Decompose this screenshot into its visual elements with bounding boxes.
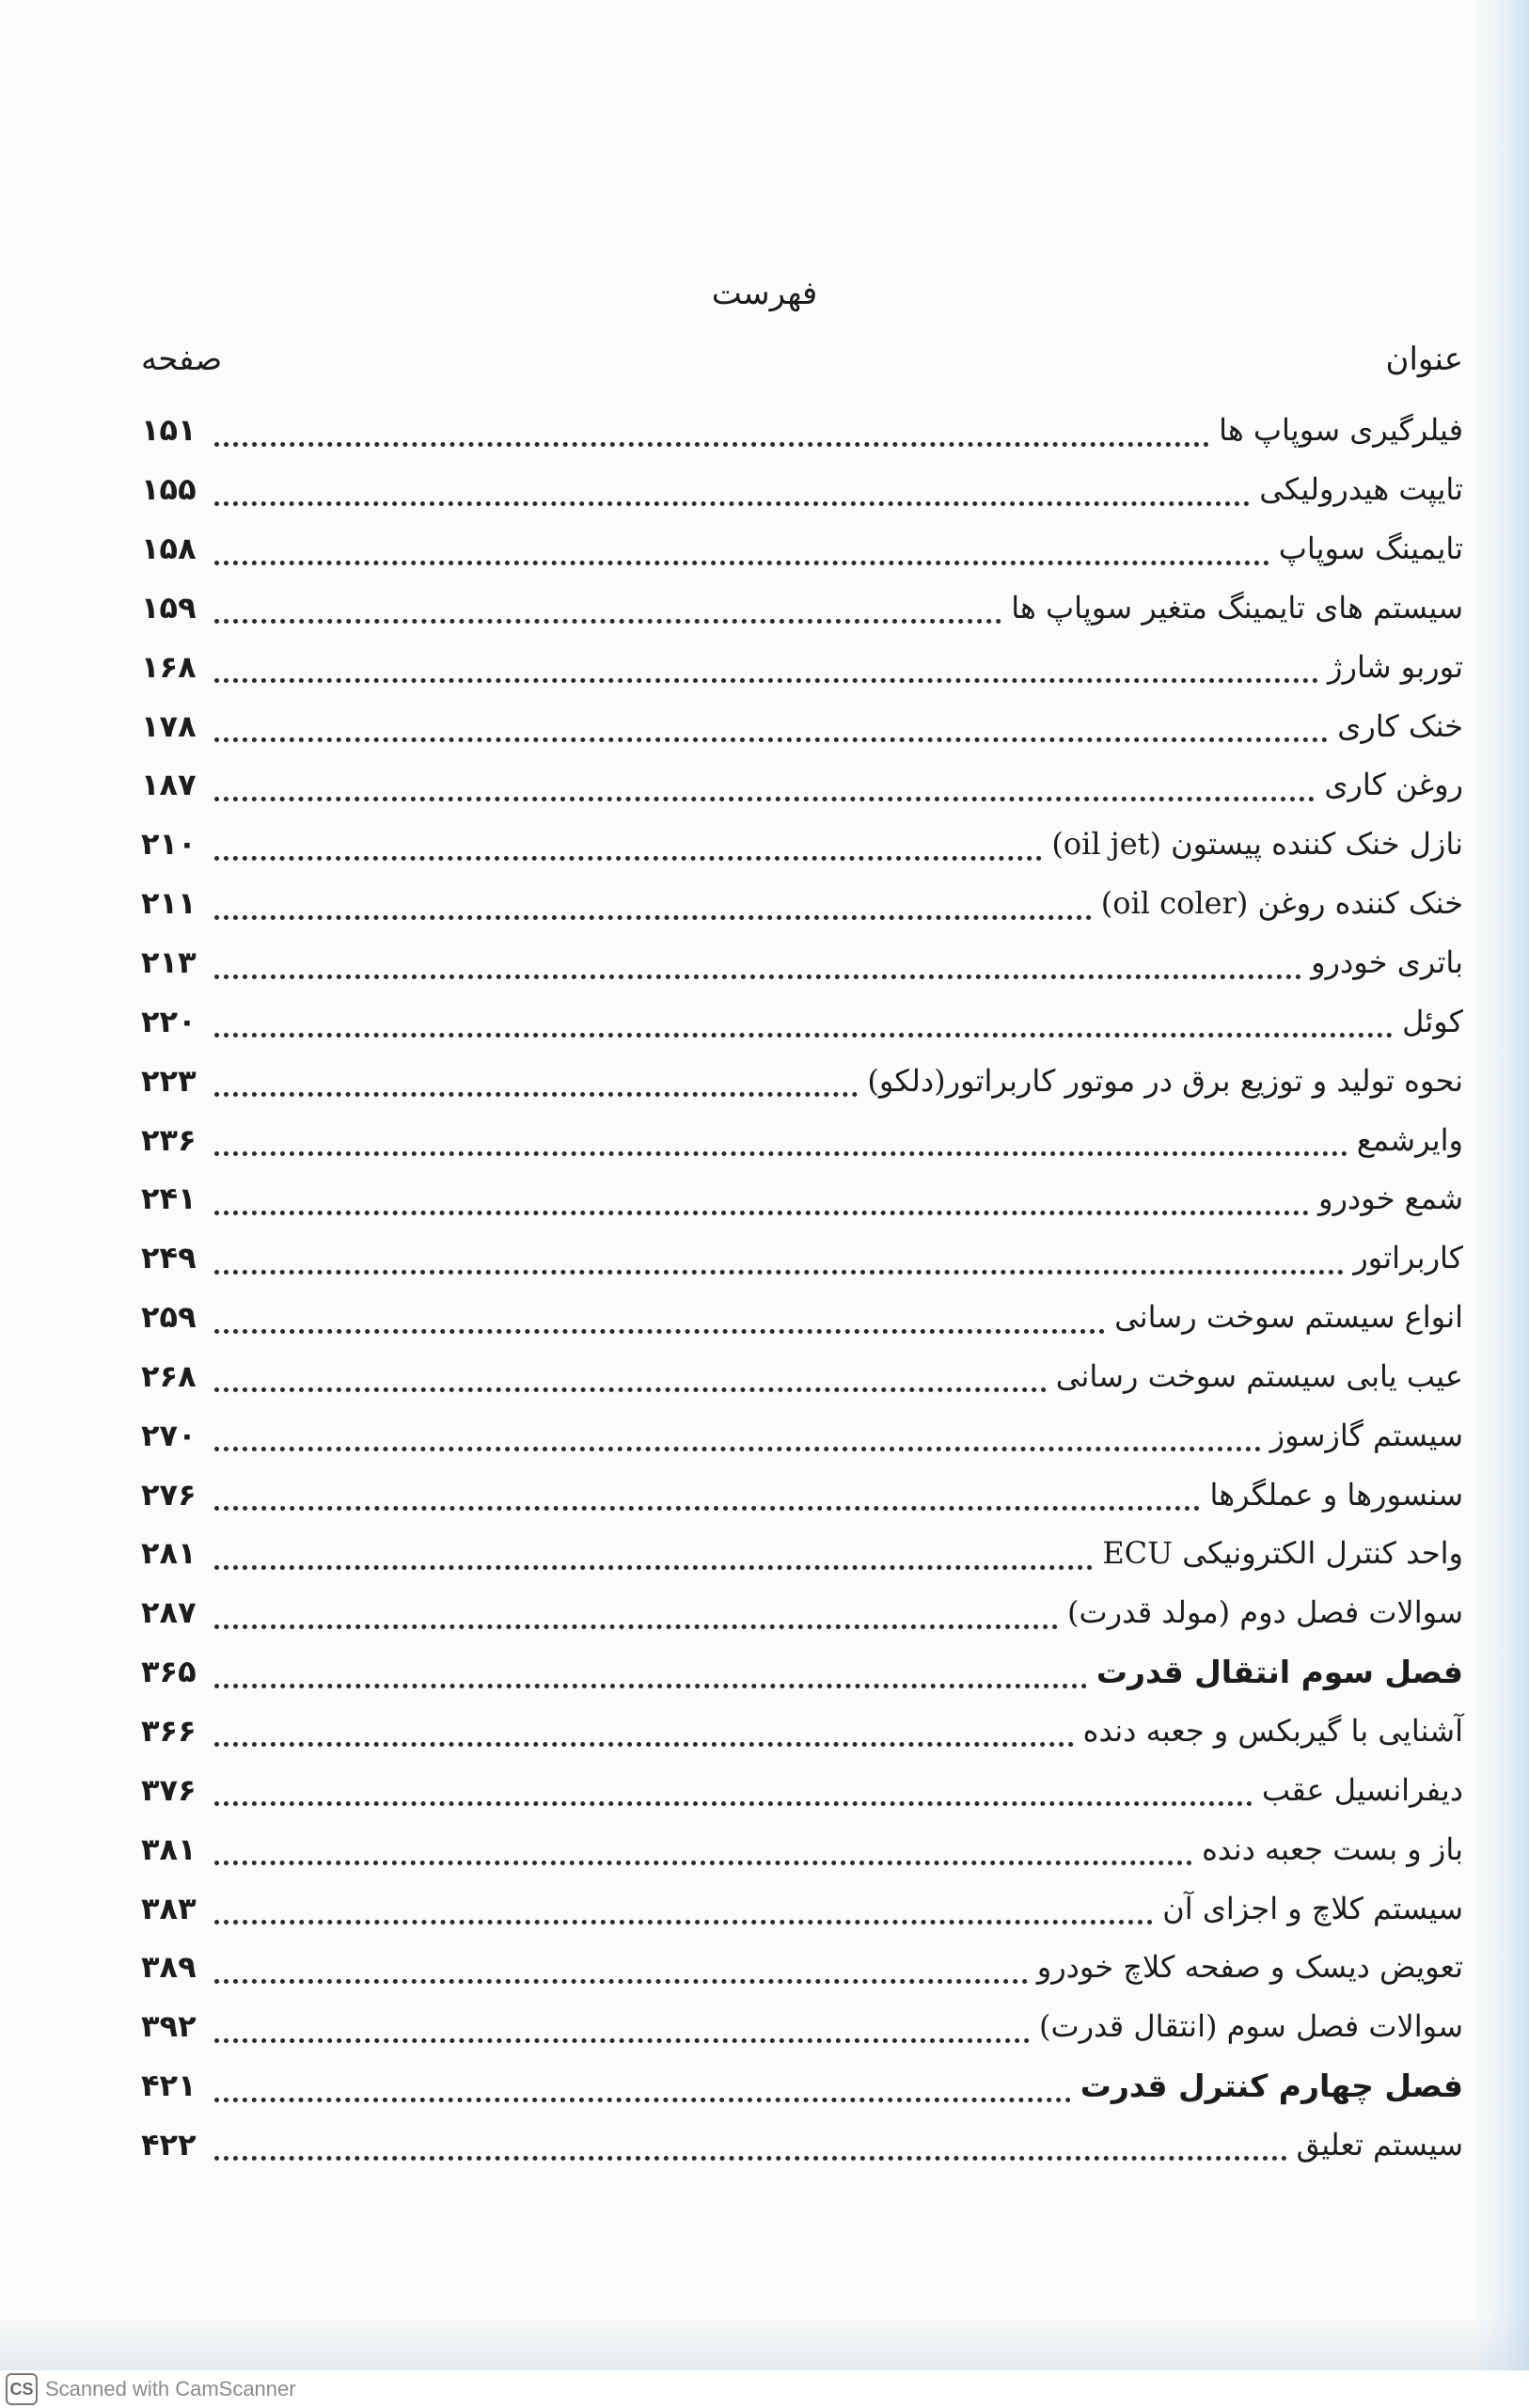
dot-leader (214, 473, 1250, 506)
toc-entry-title: واحد کنترل الکترونیکی ECU (1102, 1535, 1463, 1572)
toc-entry-page: ۱۷۸ (141, 707, 197, 744)
toc-entry-title: سوالات فصل سوم (انتقال قدرت) (1038, 2008, 1463, 2045)
toc-entry (141, 1465, 1463, 1524)
toc-entry (141, 1997, 1463, 2056)
toc-entry-title: عیب یابی سیستم سوخت رسانی (1055, 1357, 1463, 1394)
toc-entry-title: سیستم های تایمینگ متغیر سوپاپ ها (1011, 589, 1463, 626)
dot-leader (214, 1596, 1058, 1629)
dot-leader (214, 2010, 1030, 2043)
toc-entry-page: ۲۷۶ (141, 1476, 197, 1513)
toc-entry-title: فیلرگیری سوپاپ ها (1219, 412, 1463, 449)
toc-entry-page: ۲۳۶ (141, 1121, 197, 1158)
toc-entry (141, 1051, 1463, 1110)
toc-entry-title: وایرشمع (1356, 1121, 1463, 1158)
toc-entry-title: توربو شارژ (1328, 648, 1463, 685)
toc-entry-title: آشنایی با گیربکس و جعبه دنده (1082, 1712, 1463, 1749)
toc-entry (141, 933, 1463, 992)
toc-entry-title: کوئل (1402, 1003, 1463, 1039)
dot-leader (214, 1242, 1344, 1275)
toc-entry-title: نازل خنک کننده پیستون (oil jet) (1051, 826, 1463, 863)
toc-entry (141, 1760, 1463, 1819)
dot-leader (214, 768, 1315, 801)
toc-entry (141, 1938, 1463, 1997)
toc-entry-title: دیفرانسیل عقب (1261, 1771, 1463, 1808)
dot-leader (214, 650, 1318, 683)
dot-leader (214, 1714, 1074, 1747)
toc-entry-title: فصل سوم انتقال قدرت (1096, 1653, 1463, 1690)
toc-entry (141, 1819, 1463, 1878)
column-header-title: عنوان (1385, 341, 1463, 378)
toc-entry-title: روغن کاری (1324, 767, 1463, 803)
dot-leader (214, 1537, 1093, 1570)
toc-entry (141, 2056, 1463, 2115)
toc-entry (141, 874, 1463, 933)
toc-entry (141, 401, 1463, 460)
toc-entry-page: ۱۵۹ (141, 589, 197, 626)
toc-entry-page: ۲۱۰ (141, 826, 197, 863)
page-title: فهرست (711, 275, 818, 312)
toc-entry-page: ۳۷۶ (141, 1771, 197, 1808)
dot-leader (214, 1064, 858, 1097)
dot-leader (214, 1123, 1348, 1156)
toc-entry (141, 578, 1463, 638)
dot-leader (214, 1773, 1253, 1806)
toc-entry-page: ۲۸۷ (141, 1594, 197, 1631)
toc-entry-page: ۴۲۱ (141, 2067, 197, 2104)
toc-entry (141, 991, 1463, 1051)
dot-leader (214, 532, 1269, 565)
dot-leader (214, 887, 1092, 920)
toc-entry (141, 1583, 1463, 1642)
page-bottom-shadow (0, 2314, 1529, 2370)
toc-entry (141, 755, 1463, 815)
table-of-contents (141, 401, 1463, 2174)
toc-entry-page: ۱۵۵ (141, 471, 197, 508)
toc-entry-page: ۲۵۹ (141, 1299, 197, 1336)
toc-entry (141, 1288, 1463, 1347)
scanner-watermark-text: Scanned with CamScanner (45, 2377, 296, 2400)
dot-leader (214, 1832, 1192, 1865)
dot-leader (214, 1359, 1047, 1392)
dot-leader (214, 2069, 1071, 2102)
toc-entry-title: شمع خودرو (1318, 1180, 1463, 1217)
dot-leader (214, 1892, 1153, 1925)
toc-entry (141, 1405, 1463, 1465)
toc-entry (141, 1524, 1463, 1583)
toc-entry (141, 2115, 1463, 2174)
toc-entry (141, 1169, 1463, 1228)
toc-entry-page: ۱۶۸ (141, 648, 197, 685)
toc-entry-page: ۳۶۵ (141, 1654, 197, 1690)
toc-entry-title: خنک کننده روغن (oil coler) (1100, 885, 1463, 922)
toc-entry-title: باز و بست جعبه دنده (1202, 1830, 1463, 1867)
toc-entry-page: ۲۲۰ (141, 1003, 197, 1039)
toc-entry-title: سوالات فصل دوم (مولد قدرت) (1067, 1594, 1463, 1631)
toc-entry-page: ۳۸۱ (141, 1830, 197, 1867)
toc-entry-page: ۳۸۹ (141, 1949, 197, 1986)
toc-entry-title: فصل چهارم کنترل قدرت (1080, 2067, 1463, 2104)
dot-leader (214, 2128, 1287, 2161)
toc-entry (141, 1228, 1463, 1288)
toc-entry-page: ۱۵۸ (141, 531, 197, 567)
toc-entry-page: ۲۱۳ (141, 944, 197, 981)
toc-entry-page: ۲۷۰ (141, 1417, 197, 1453)
toc-entry-title: سنسورها و عملگرها (1209, 1476, 1463, 1513)
toc-entry-page: ۲۲۳ (141, 1062, 197, 1099)
dot-leader (214, 946, 1301, 979)
toc-entry (141, 1347, 1463, 1406)
toc-entry-title: نحوه تولید و توزیع برق در موتور کاربراتور(دلکو) (867, 1062, 1463, 1099)
scanner-footer (0, 2370, 1529, 2408)
toc-entry-title: کاربراتور (1353, 1240, 1463, 1276)
dot-leader (214, 1418, 1261, 1451)
toc-entry-title: تایمینگ سوپاپ (1278, 531, 1463, 567)
toc-entry (141, 637, 1463, 696)
camscanner-logo-icon: CS (6, 2373, 38, 2405)
toc-entry (141, 1878, 1463, 1938)
dot-leader (214, 828, 1042, 861)
toc-entry (141, 1110, 1463, 1169)
toc-entry-page: ۲۸۱ (141, 1535, 197, 1572)
toc-entry-title: سیستم تعلیق (1296, 2126, 1463, 2162)
toc-entry-page: ۴۲۲ (141, 2126, 197, 2162)
toc-entry-page: ۲۶۸ (141, 1357, 197, 1394)
dot-leader (214, 1656, 1087, 1688)
toc-entry-page: ۳۹۲ (141, 2008, 197, 2045)
toc-entry-page: ۲۴۹ (141, 1240, 197, 1276)
toc-entry (141, 1642, 1463, 1702)
toc-entry (141, 696, 1463, 755)
toc-entry-title: باتری خودرو (1311, 944, 1463, 981)
toc-entry-page: ۲۱۱ (141, 885, 197, 922)
toc-entry-title: انواع سیستم سوخت رسانی (1114, 1299, 1463, 1336)
dot-leader (214, 1478, 1200, 1511)
dot-leader (214, 709, 1328, 742)
toc-entry-page: ۱۵۱ (141, 412, 197, 449)
toc-entry-page: ۲۴۱ (141, 1180, 197, 1217)
toc-entry-page: ۳۶۶ (141, 1712, 197, 1749)
toc-entry (141, 815, 1463, 874)
page-edge-shadow (1473, 0, 1529, 2408)
toc-entry-title: سیستم کلاچ و اجزای آن (1162, 1890, 1463, 1926)
dot-leader (214, 1005, 1393, 1038)
toc-entry (141, 460, 1463, 519)
toc-entry (141, 1702, 1463, 1761)
toc-entry-page: ۳۸۳ (141, 1890, 197, 1926)
column-header-page: صفحه (141, 341, 223, 378)
toc-entry-title: سیستم گازسوز (1269, 1417, 1463, 1453)
dot-leader (214, 1301, 1105, 1334)
dot-leader (214, 591, 1001, 624)
toc-entry-title: تعویض دیسک و صفحه کلاچ خودرو (1036, 1949, 1463, 1986)
dot-leader (214, 414, 1209, 447)
dot-leader (214, 1182, 1309, 1215)
toc-entry-title: خنک کاری (1337, 707, 1463, 744)
toc-entry-title: تایپت هیدرولیکی (1259, 471, 1463, 508)
toc-entry (141, 519, 1463, 578)
dot-leader (214, 1951, 1028, 1984)
toc-entry-page: ۱۸۷ (141, 767, 197, 803)
